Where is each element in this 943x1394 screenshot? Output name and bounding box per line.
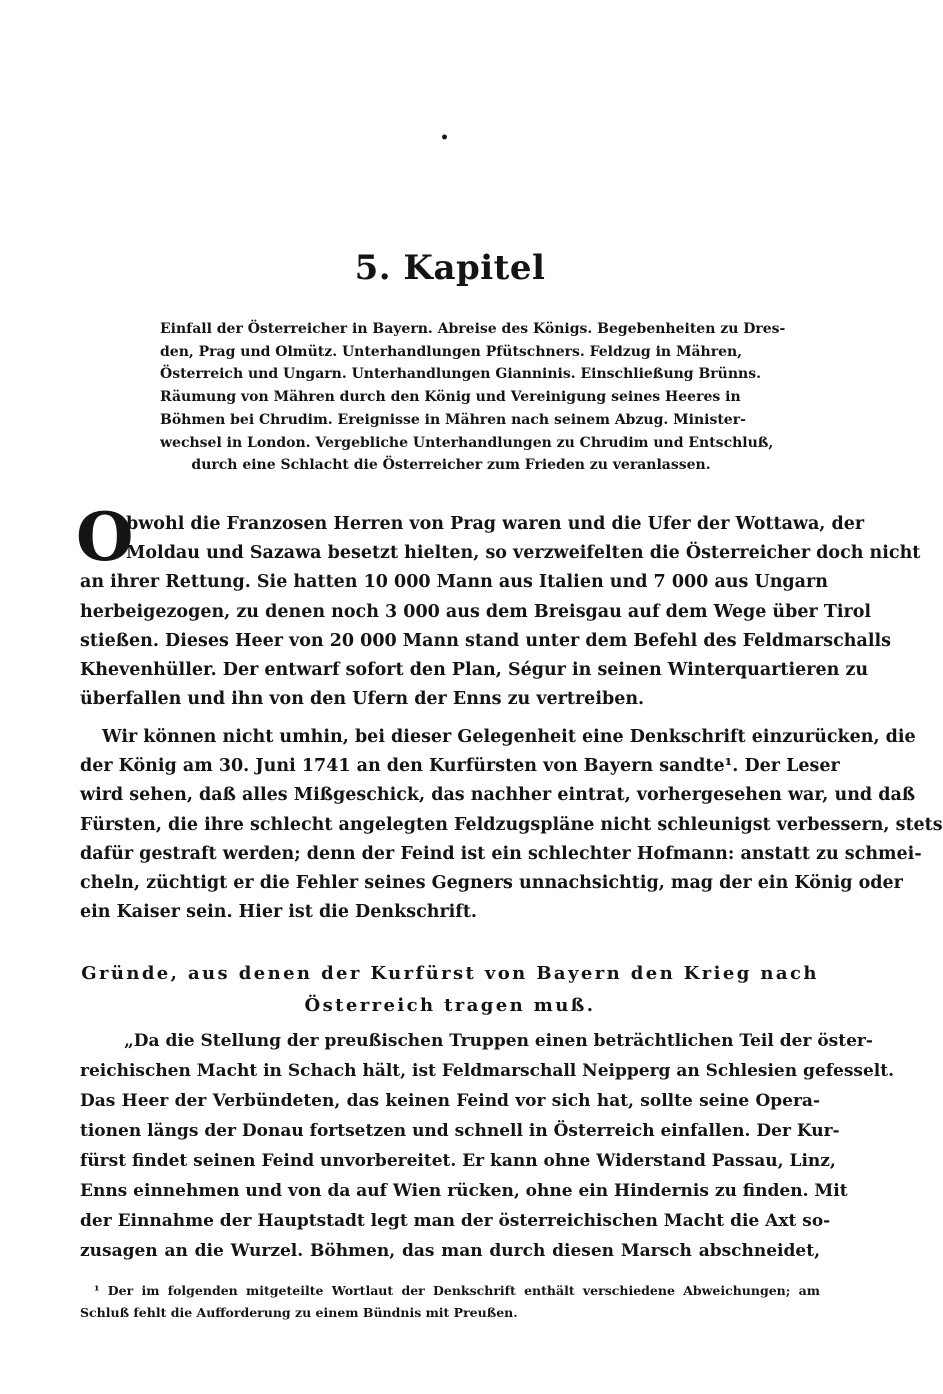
footnote-line: Schluß fehlt die Aufforderung zu einem Bündnis mit Preußen.	[80, 1305, 518, 1320]
text-line: tionen längs der Donau fortsetzen und schnell in Österreich einfallen. Der Kur-	[80, 1121, 840, 1141]
drop-cap: O	[76, 498, 134, 576]
text-line: reichischen Macht in Schach hält, ist Feldmarschall Neipperg an Schlesien gefesselt.	[80, 1061, 895, 1081]
memorandum-text	[80, 1026, 895, 1266]
text-line: bwohl die Franzosen Herren von Prag waren und die Ufer der Wottawa, der	[126, 514, 865, 534]
footnote-line: ¹ Der im folgenden mitgeteilte Wortlaut der Denkschrift enthält verschiedene Abweichungen; am	[94, 1283, 820, 1298]
text-line: dafür gestraft werden; denn der Feind ist ein schlechter Hofmann: anstatt zu schmei-	[80, 843, 922, 864]
summary-line: Böhmen bei Chrudim. Ereignisse in Mähren nach seinem Abzug. Minister-	[160, 411, 746, 428]
summary-line: wechsel in London. Vergebliche Unterhandlungen zu Chrudim und Entschluß,	[160, 434, 774, 451]
text-line: zusagen an die Wurzel. Böhmen, das man durch diesen Marsch abschneidet,	[80, 1241, 820, 1261]
text-line: der König am 30. Juni 1741 an den Kurfürsten von Bayern sandte¹. Der Leser	[80, 756, 840, 777]
text-line: wird sehen, daß alles Mißgeschick, das nachher eintrat, vorhergesehen war, und daß	[80, 785, 916, 806]
text-line: überfallen und ihn von den Ufern der Enns zu vertreiben.	[80, 689, 645, 710]
paragraph-2	[80, 723, 943, 927]
summary-line: Räumung von Mähren durch den König und Vereinigung seines Heeres in	[160, 389, 741, 406]
page-mark: •	[440, 130, 449, 146]
text-line: Enns einnehmen und von da auf Wien rücken, ohne ein Hindernis zu finden. Mit	[80, 1181, 848, 1201]
summary-line: den, Prag und Olmütz. Unterhandlungen Pfütschners. Feldzug in Mähren,	[160, 343, 743, 360]
text-line: Wir können nicht umhin, bei dieser Gelegenheit eine Denkschrift einzurücken, die	[102, 727, 916, 747]
paragraph-1	[80, 510, 921, 714]
text-line: der Einnahme der Hauptstadt legt man der österreichischen Macht die Axt so-	[80, 1211, 831, 1231]
summary-line: Österreich und Ungarn. Unterhandlungen Gianninis. Einschließung Brünns.	[160, 366, 761, 383]
chapter-title: 5. Kapitel	[354, 248, 546, 288]
text-line: Khevenhüller. Der entwarf sofort den Plan, Ségur in seinen Winterquartieren zu	[80, 660, 869, 681]
text-line: stießen. Dieses Heer von 20 000 Mann stand unter dem Befehl des Feldmarschalls	[80, 630, 891, 651]
section-heading-line: Österreich tragen muß.	[304, 995, 596, 1016]
text-line: herbeigezogen, zu denen noch 3 000 aus dem Breisgau auf dem Wege über Tirol	[80, 601, 872, 622]
text-line: an ihrer Rettung. Sie hatten 10 000 Mann aus Italien und 7 000 aus Ungarn	[80, 572, 828, 593]
text-line: cheln, züchtigt er die Fehler seines Gegners unnachsichtig, mag der ein König oder	[80, 873, 903, 894]
footnote	[80, 1280, 820, 1324]
section-heading-line: Gründe, aus denen der Kurfürst von Bayern den Krieg nach	[81, 963, 819, 984]
text-line: „Da die Stellung der preußischen Truppen einen beträchtlichen Teil der öster-	[124, 1031, 873, 1051]
text-line: fürst findet seinen Feind unvorbereitet. Er kann ohne Widerstand Passau, Linz,	[80, 1151, 836, 1171]
section-heading	[0, 958, 900, 1022]
text-line: Fürsten, die ihre schlecht angelegten Feldzugspläne nicht schleunigst verbessern, stets	[80, 814, 943, 835]
text-line: Moldau und Sazawa besetzt hielten, so verzweifelten die Österreicher doch nicht	[126, 543, 921, 564]
summary-line: durch eine Schlacht die Österreicher zum Frieden zu veranlassen.	[191, 457, 711, 474]
summary-line: Einfall der Österreicher in Bayern. Abreise des Königs. Begebenheiten zu Dres-	[160, 321, 786, 337]
text-line: Das Heer der Verbündeten, das keinen Feind vor sich hat, sollte seine Opera-	[80, 1091, 820, 1111]
chapter-summary	[160, 318, 786, 477]
text-line: ein Kaiser sein. Hier ist die Denkschrift.	[80, 902, 478, 923]
